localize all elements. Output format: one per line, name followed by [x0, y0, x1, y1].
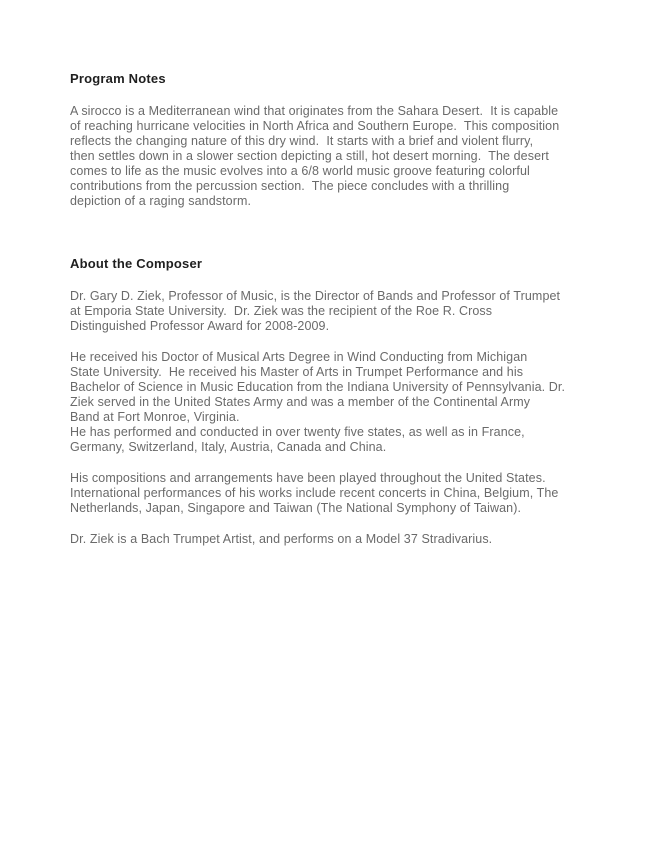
body-line: He received his Doctor of Musical Arts Degree in Wind Conducting from Michigan	[70, 350, 528, 364]
body-line: reflects the changing nature of this dry wind. It starts with a brief and violent flurry,	[70, 134, 534, 148]
body-line: then settles down in a slower section depicting a still, hot desert morning. The desert	[70, 149, 549, 163]
body-line: depiction of a raging sandstorm.	[70, 194, 252, 208]
body-line: A sirocco is a Mediterranean wind that originates from the Sahara Desert. It is capable	[70, 104, 559, 118]
body-line: Dr. Gary D. Ziek, Professor of Music, is the Director of Bands and Professor of Trumpet	[70, 289, 561, 303]
composer-bio-paragraph-4	[70, 532, 648, 547]
body-line: comes to life as the music evolves into a 6/8 world music groove featuring colorful	[70, 164, 530, 178]
body-line: Ziek served in the United States Army and was a member of the Continental Army	[70, 395, 531, 409]
body-line: Dr. Ziek is a Bach Trumpet Artist, and performs on a Model 37 Stradivarius.	[70, 532, 493, 546]
section-program-notes	[70, 71, 648, 209]
body-line: Distinguished Professor Award for 2008-2009.	[70, 319, 330, 333]
section-about-the-composer	[70, 256, 648, 547]
program-notes-paragraph	[70, 104, 648, 209]
composer-bio-paragraph-2	[70, 350, 648, 455]
composer-bio-paragraph-1	[70, 289, 648, 334]
body-line: Band at Fort Monroe, Virginia.	[70, 410, 240, 424]
program-notes-heading: Program Notes	[70, 71, 166, 86]
body-line: contributions from the percussion section. The piece concludes with a thrilling	[70, 179, 510, 193]
body-line: Netherlands, Japan, Singapore and Taiwan (The National Symphony of Taiwan).	[70, 501, 522, 515]
body-line: Bachelor of Science in Music Education from the Indiana University of Pennsylvania. Dr.	[70, 380, 566, 394]
about-the-composer-heading: About the Composer	[70, 256, 203, 271]
body-line: at Emporia State University. Dr. Ziek was the recipient of the Roe R. Cross	[70, 304, 493, 318]
body-line: He has performed and conducted in over twenty five states, as well as in France,	[70, 425, 525, 439]
body-line: State University. He received his Master of Arts in Trumpet Performance and his	[70, 365, 524, 379]
body-line: Germany, Switzerland, Italy, Austria, Canada and China.	[70, 440, 387, 454]
body-line: International performances of his works include recent concerts in China, Belgium, The	[70, 486, 559, 500]
composer-bio-paragraph-3	[70, 471, 648, 516]
body-line: His compositions and arrangements have been played throughout the United States.	[70, 471, 546, 485]
body-line: of reaching hurricane velocities in North Africa and Southern Europe. This composition	[70, 119, 560, 133]
